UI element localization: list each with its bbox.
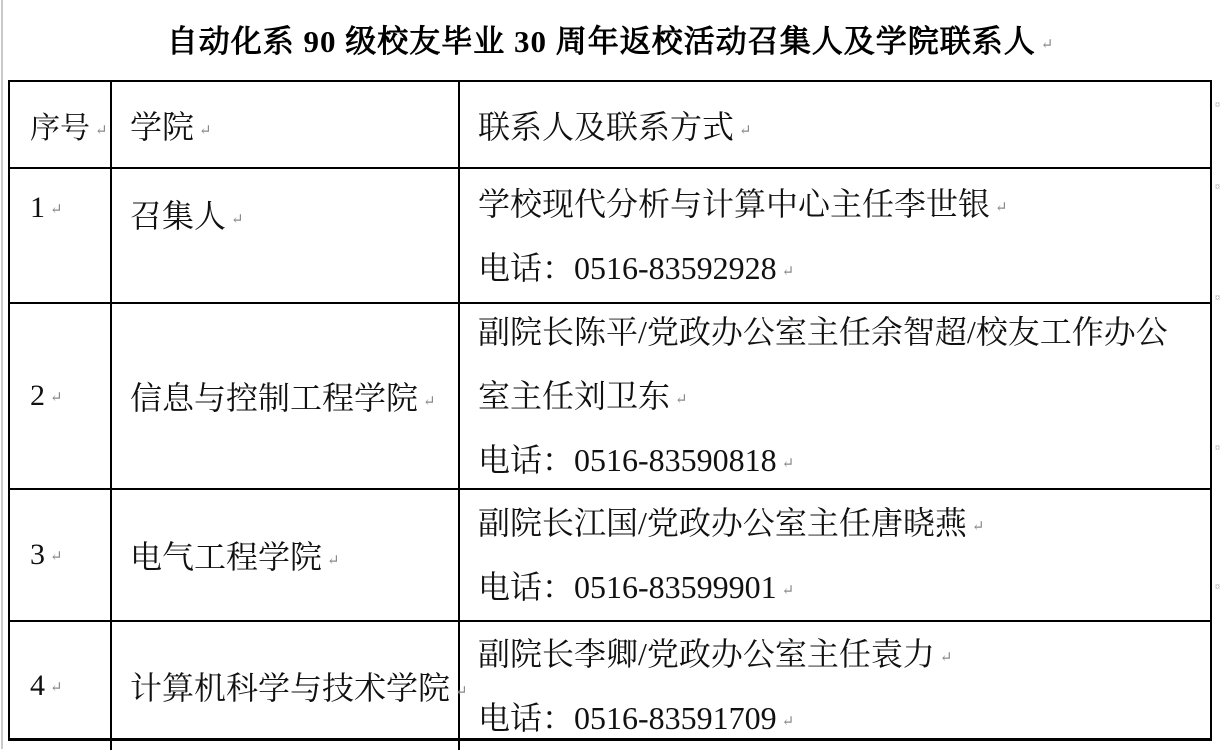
row-number-cell: [10, 490, 112, 622]
row-end-marker-icon: ¤: [1215, 582, 1220, 593]
contact-line: [478, 622, 1210, 686]
paragraph-mark-icon: ↵: [971, 519, 985, 535]
contact-line: [478, 491, 1210, 555]
contact-text: 副院长李卿/党政办公室主任袁力: [478, 636, 935, 672]
paragraph-mark-icon: ↵: [95, 122, 108, 139]
paragraph-mark-icon: ↵: [781, 263, 795, 280]
contact-line: [478, 300, 1210, 364]
contact-text: 副院长江国/党政办公室主任唐晓燕: [478, 505, 967, 541]
row-number-cell: [10, 622, 112, 750]
paragraph-mark-icon: ↵: [231, 212, 244, 228]
page-edge-line: [1, 0, 3, 749]
paragraph-mark-icon: ↵: [995, 199, 1008, 216]
header-cell-college: [112, 82, 460, 169]
college-name: 电气工程学院: [130, 539, 323, 575]
paragraph-mark-icon: ↵: [50, 202, 63, 218]
paragraph-mark-icon: ↵: [50, 680, 63, 696]
row-end-marker-icon: ¤: [1215, 443, 1220, 454]
row-number: 3: [30, 538, 45, 571]
contact-phone: 电话：0516-83599901: [478, 569, 777, 605]
contact-phone-line: [478, 686, 1210, 750]
contact-phone: 电话：0516-83590818: [478, 442, 777, 478]
header-cell-number: [10, 82, 112, 169]
college-cell: [112, 622, 468, 750]
paragraph-mark-icon: ↵: [199, 122, 212, 139]
contact-cell: [460, 622, 1210, 750]
contact-phone-line: [478, 428, 1210, 492]
college-name: 计算机科学与技术学院: [130, 670, 451, 706]
paragraph-mark-icon: ↵: [781, 714, 795, 730]
contact-text: 学校现代分析与计算中心主任李世银: [478, 185, 991, 222]
paragraph-mark-icon: ↵: [939, 650, 953, 666]
paragraph-mark-icon: ↵: [1040, 37, 1054, 53]
row-number-cell: [10, 304, 112, 490]
contact-cell: [460, 304, 1210, 490]
contact-line: [478, 364, 1210, 428]
paragraph-mark-icon: ↵: [50, 390, 63, 406]
contact-line: [478, 172, 1210, 236]
college-cell: [112, 490, 460, 622]
header-cell-contact: [460, 82, 1210, 169]
paragraph-mark-icon: ↵: [781, 583, 795, 599]
contact-cell: [460, 490, 1210, 622]
row-number: 4: [30, 669, 45, 702]
contact-cell: [460, 169, 1210, 304]
row-number: 2: [30, 379, 45, 412]
college-cell: [112, 304, 460, 490]
header-label: 联系人及联系方式: [478, 108, 735, 145]
row-number-cell: [10, 169, 112, 304]
paragraph-mark-icon: ↵: [327, 553, 340, 569]
header-label: 学院: [130, 108, 195, 145]
contact-phone: 电话：0516-83591709: [478, 700, 777, 736]
document-title-text: 自动化系 90 级校友毕业 30 周年返校活动召集人及学院联系人: [166, 24, 1036, 59]
paragraph-mark-icon: ↵: [50, 549, 63, 565]
row-end-marker-icon: ¤: [1215, 293, 1220, 304]
contact-table: [8, 80, 1212, 741]
paragraph-mark-icon: ↵: [781, 456, 795, 472]
row-end-marker-icon: ¤: [1215, 100, 1220, 111]
contact-phone-line: [478, 555, 1210, 619]
college-name: 信息与控制工程学院: [130, 380, 419, 416]
row-end-marker-icon: ¤: [1215, 182, 1220, 193]
contact-text: 副院长陈平/党政办公室主任余智超/校友工作办公: [478, 314, 1168, 350]
paragraph-mark-icon: ↵: [739, 122, 752, 139]
header-label: 序号: [30, 111, 90, 145]
paragraph-mark-icon: ↵: [423, 394, 436, 410]
paragraph-mark-icon: ↵: [675, 392, 688, 408]
document-title: [8, 16, 1212, 61]
contact-phone-line: [478, 236, 1210, 300]
paragraph-mark-icon: ↵: [455, 684, 468, 700]
contact-phone: 电话：0516-83592928: [478, 249, 777, 286]
college-name: 召集人: [130, 198, 227, 234]
college-cell: [112, 169, 460, 304]
row-number: 1: [30, 191, 45, 224]
contact-text: 室主任刘卫东: [478, 378, 671, 414]
